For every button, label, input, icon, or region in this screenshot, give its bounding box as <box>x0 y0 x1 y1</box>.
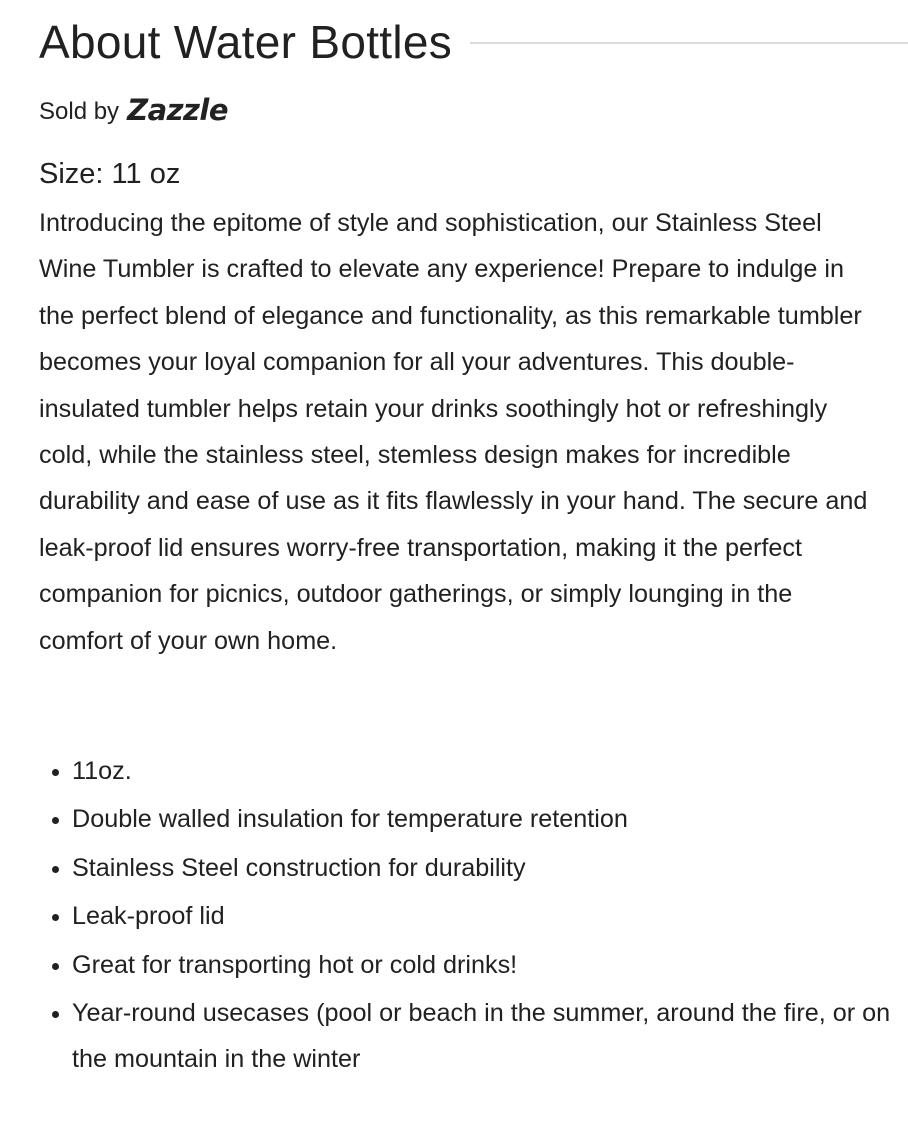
feature-list <box>39 748 908 1085</box>
product-size: Size: 11 oz <box>39 158 181 190</box>
feature-item: • Leak-proof lid <box>72 893 908 939</box>
feature-item: • Stainless Steel construction for durability <box>72 845 908 891</box>
section-header <box>39 14 908 70</box>
header-divider <box>470 42 908 44</box>
feature-item: • Year-round usecases (pool or beach in the summer, around the fire, or on the mountain in the winter <box>72 990 908 1083</box>
page-title: About Water Bottles <box>39 16 453 68</box>
sold-by <box>39 94 228 130</box>
feature-item: • Double walled insulation for temperature retention <box>72 796 908 842</box>
sold-by-label: Sold by <box>39 98 120 125</box>
feature-item: • 11oz. <box>72 748 908 794</box>
product-description: Introducing the epitome of style and sophistication, our Stainless Steel Wine Tumbler is crafted to elevate any experience! Prepare to indulge in the perfect blend of elegance and functionality, as this remarkable tumbler becomes your loyal companion for all your adventures. This double-insulated tumbler helps retain your drinks soothingly hot or refreshingly cold, while the stainless steel, stemless design makes for incredible durability and ease of use as it fits flawlessly in your hand. The secure and leak-proof lid ensures worry-free transportation, making it the perfect companion for picnics, outdoor gatherings, or simply lounging in the comfort of your own home. <box>39 209 868 655</box>
feature-item: • Great for transporting hot or cold drinks! <box>72 942 908 988</box>
zazzle-logo[interactable]: Zazzle <box>127 93 229 127</box>
